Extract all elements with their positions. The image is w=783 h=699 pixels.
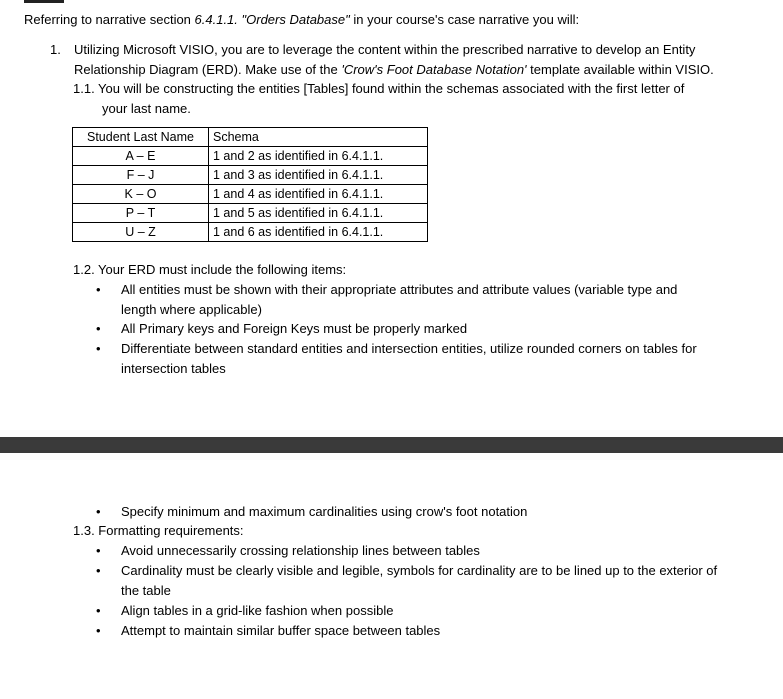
item-1-3-heading: 1.3. Formatting requirements: xyxy=(73,523,244,538)
list-item: • Cardinality must be clearly visible and legible, symbols for cardinality are to be lined up to the exterior of the table xyxy=(96,563,718,598)
page-divider xyxy=(0,437,783,453)
bullet-icon: • xyxy=(96,341,101,356)
table-header: Student Last Name xyxy=(73,128,209,147)
list-item: • Specify minimum and maximum cardinalities using crow's foot notation xyxy=(96,502,756,522)
cropped-heading-fragment xyxy=(24,0,64,3)
schema-table xyxy=(72,127,428,242)
table-row: F – J 1 and 3 as identified in 6.4.1.1. xyxy=(73,166,428,185)
bullet-icon: • xyxy=(96,321,101,336)
list-item: • All entities must be shown with their appropriate attributes and attribute values (variable type and length where applicable) xyxy=(96,282,678,317)
table-header-row xyxy=(73,128,428,147)
item-1: 1. Utilizing Microsoft VISIO, you are to leverage the content within the prescribed narrative to develop an Entity Relationship Diagram (ERD). Make use of the 'Crow's Foot Database Notation' template available within VISIO. xyxy=(50,42,714,77)
table-row: U – Z 1 and 6 as identified in 6.4.1.1. xyxy=(73,223,428,242)
table-row: A – E 1 and 2 as identified in 6.4.1.1. xyxy=(73,147,428,166)
item-1-2-heading: 1.2. Your ERD must include the following items: xyxy=(73,262,347,277)
table-header: Schema xyxy=(209,128,428,147)
bullet-icon: • xyxy=(96,543,101,558)
list-item: • All Primary keys and Foreign Keys must be properly marked xyxy=(96,319,756,339)
bullet-icon: • xyxy=(96,603,101,618)
item-1-1: 1.1. You will be constructing the entities [Tables] found within the schemas associated with the first letter of your last name. xyxy=(73,81,685,116)
bullet-icon: • xyxy=(96,563,101,578)
list-item: • Align tables in a grid-like fashion when possible xyxy=(96,601,756,621)
list-item: • Differentiate between standard entities and intersection entities, utilize rounded corners on tables for intersection tables xyxy=(96,341,697,376)
item-1-number: 1. xyxy=(50,42,61,57)
table-row: P – T 1 and 5 as identified in 6.4.1.1. xyxy=(73,204,428,223)
list-item: • Avoid unnecessarily crossing relationship lines between tables xyxy=(96,541,756,561)
bullet-icon: • xyxy=(96,623,101,638)
list-item: • Attempt to maintain similar buffer space between tables xyxy=(96,621,756,641)
table-row: K – O 1 and 4 as identified in 6.4.1.1. xyxy=(73,185,428,204)
intro-line: Referring to narrative section 6.4.1.1. "Orders Database" in your course's case narrative you will: xyxy=(24,12,580,27)
bullet-icon: • xyxy=(96,504,101,519)
bullet-icon: • xyxy=(96,282,101,297)
